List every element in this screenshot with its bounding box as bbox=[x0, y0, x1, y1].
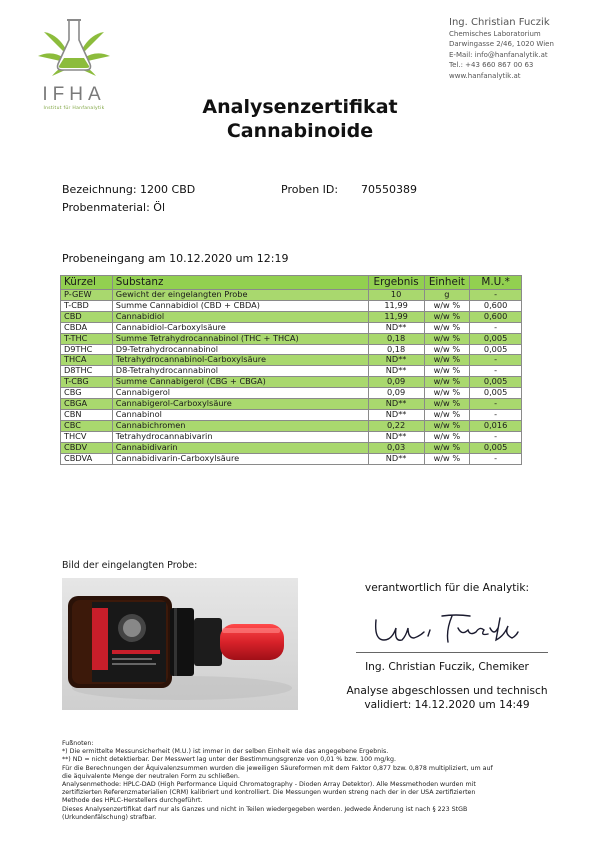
sample-name: Bezeichnung: 1200 CBD bbox=[62, 183, 196, 196]
signature-image bbox=[372, 606, 522, 650]
cell-ergebnis: ND** bbox=[368, 409, 424, 420]
table-row bbox=[61, 366, 522, 377]
cell-kuerzel: CBG bbox=[61, 388, 113, 399]
col-header-einheit: Einheit bbox=[424, 276, 470, 290]
lab-name: Ing. Christian Fuczik bbox=[449, 17, 550, 28]
table-row bbox=[61, 377, 522, 388]
footnote-line: zertifizierten Referenzmaterialien (CRM) kalibriert und kontrolliert. Die Messungen wurden streng nach der in der USA zertifizierten bbox=[62, 789, 476, 797]
table-row bbox=[61, 420, 522, 431]
signature-line bbox=[356, 652, 548, 653]
cell-mu: 0,005 bbox=[470, 442, 522, 453]
cell-substanz: Cannabichromen bbox=[112, 420, 368, 431]
sample-received: Probeneingang am 10.12.2020 um 12:19 bbox=[62, 252, 289, 265]
table-row bbox=[61, 453, 522, 464]
footnote-line: Methode des HPLC-Herstellers durchgeführt. bbox=[62, 797, 203, 805]
lab-phone: Tel.: +43 660 867 00 63 bbox=[449, 61, 534, 70]
cell-kuerzel: CBD bbox=[61, 311, 113, 322]
responsible-heading: verantwortlich für die Analytik: bbox=[364, 582, 530, 594]
footnote-line: Analysenmethode: HPLC-DAD (High Performance Liquid Chromatography - Dioden Array Detektor). Alle Messmethoden wurden mit bbox=[62, 781, 476, 789]
cell-substanz: Cannabigerol-Carboxylsäure bbox=[112, 399, 368, 410]
cell-ergebnis: ND** bbox=[368, 399, 424, 410]
cell-substanz: Tetrahydrocannabivarin bbox=[112, 431, 368, 442]
cell-mu: 0,005 bbox=[470, 344, 522, 355]
cell-mu: - bbox=[470, 322, 522, 333]
cell-substanz: Cannabinol bbox=[112, 409, 368, 420]
table-row bbox=[61, 399, 522, 410]
cell-substanz: Summe Cannabidiol (CBD + CBDA) bbox=[112, 300, 368, 311]
cell-einheit: w/w % bbox=[424, 366, 470, 377]
chemist-name: Ing. Christian Fuczik, Chemiker bbox=[365, 661, 529, 673]
cell-ergebnis: 10 bbox=[368, 290, 424, 301]
cell-kuerzel: THCV bbox=[61, 431, 113, 442]
cell-mu: 0,005 bbox=[470, 377, 522, 388]
cell-substanz: Cannabidivarin bbox=[112, 442, 368, 453]
cell-substanz: Cannabidivarin-Carboxylsäure bbox=[112, 453, 368, 464]
cell-substanz: Summe Tetrahydrocannabinol (THC + THCA) bbox=[112, 333, 368, 344]
footnote-line: *) Die ermittelte Messunsicherheit (M.U.) ist immer in der selben Einheit wie das angegebene Ergebnis. bbox=[62, 748, 389, 756]
footnote-line: **) ND = nicht detektierbar. Der Messwert lag unter der Bestimmungsgrenze von 0,01 % bzw. 100 mg/kg. bbox=[62, 756, 397, 764]
table-row bbox=[61, 322, 522, 333]
lab-line: Darwingasse 2/46, 1020 Wien bbox=[449, 40, 554, 49]
cell-einheit: w/w % bbox=[424, 453, 470, 464]
table-row bbox=[61, 431, 522, 442]
cell-kuerzel: D8THC bbox=[61, 366, 113, 377]
cell-ergebnis: ND** bbox=[368, 322, 424, 333]
table-row bbox=[61, 290, 522, 301]
cell-mu: 0,016 bbox=[470, 420, 522, 431]
cell-kuerzel: CBN bbox=[61, 409, 113, 420]
sample-photo bbox=[62, 578, 298, 710]
cell-mu: 0,005 bbox=[470, 388, 522, 399]
cell-mu: - bbox=[470, 431, 522, 442]
lab-line: Chemisches Laboratorium bbox=[449, 30, 541, 38]
cell-substanz: Cannabidiol-Carboxylsäure bbox=[112, 322, 368, 333]
cell-einheit: g bbox=[424, 290, 470, 301]
col-header-ergebnis: Ergebnis bbox=[368, 276, 424, 290]
photo-caption: Bild der eingelangten Probe: bbox=[62, 560, 198, 571]
cell-ergebnis: 0,18 bbox=[368, 333, 424, 344]
cell-mu: - bbox=[470, 355, 522, 366]
table-row bbox=[61, 442, 522, 453]
cell-substanz: D8-Tetrahydrocannabinol bbox=[112, 366, 368, 377]
document-title bbox=[0, 95, 600, 143]
cell-ergebnis: 0,03 bbox=[368, 442, 424, 453]
validation-line-1: Analyse abgeschlossen und technisch bbox=[346, 685, 548, 697]
cell-kuerzel: T-CBD bbox=[61, 300, 113, 311]
table-header-row bbox=[61, 276, 522, 290]
footnote-line: (Urkundenfälschung) strafbar. bbox=[62, 813, 157, 821]
cell-kuerzel: CBGA bbox=[61, 399, 113, 410]
cell-ergebnis: ND** bbox=[368, 366, 424, 377]
validation-line-2: validiert: 14.12.2020 um 14:49 bbox=[364, 699, 530, 711]
cell-einheit: w/w % bbox=[424, 409, 470, 420]
table-row bbox=[61, 333, 522, 344]
cell-ergebnis: ND** bbox=[368, 453, 424, 464]
cannabis-flask-icon bbox=[34, 14, 114, 84]
cell-ergebnis: 0,22 bbox=[368, 420, 424, 431]
cell-kuerzel: CBDV bbox=[61, 442, 113, 453]
cell-einheit: w/w % bbox=[424, 344, 470, 355]
oil-bottle-image bbox=[62, 578, 298, 710]
cell-einheit: w/w % bbox=[424, 431, 470, 442]
cell-einheit: w/w % bbox=[424, 377, 470, 388]
logo-tagline: Institut für Hanfanalytik bbox=[43, 106, 105, 111]
cell-substanz: D9-Tetrahydrocannabinol bbox=[112, 344, 368, 355]
cell-ergebnis: 0,09 bbox=[368, 388, 424, 399]
lab-website: www.hanfanalytik.at bbox=[449, 71, 521, 80]
cell-mu: - bbox=[470, 290, 522, 301]
cell-einheit: w/w % bbox=[424, 442, 470, 453]
cell-kuerzel: P-GEW bbox=[61, 290, 113, 301]
cell-ergebnis: ND** bbox=[368, 355, 424, 366]
cell-ergebnis: 0,09 bbox=[368, 377, 424, 388]
table-row bbox=[61, 409, 522, 420]
footnote-line: Dieses Analysenzertifikat darf nur als Ganzes und nicht in Teilen wiedergegeben werden. Jedwede Änderung ist nach § 223 StGB bbox=[62, 805, 468, 813]
title-line-2: Cannabinoide bbox=[226, 120, 374, 142]
table-row bbox=[61, 300, 522, 311]
footnotes-heading: Fußnoten: bbox=[62, 740, 94, 747]
table-row bbox=[61, 344, 522, 355]
cell-kuerzel: CBDVA bbox=[61, 453, 113, 464]
cell-kuerzel: T-CBG bbox=[61, 377, 113, 388]
cell-einheit: w/w % bbox=[424, 333, 470, 344]
footnote-line: Für die Berechnungen der Äquivalenzsummen wurden die jeweiligen Säureformen mit dem Faktor 0,877 bzw. 0,878 multipliziert, um auf bbox=[62, 764, 493, 772]
cell-substanz: Cannabidiol bbox=[112, 311, 368, 322]
logo-name: IFHA bbox=[42, 84, 106, 105]
cell-mu: - bbox=[470, 409, 522, 420]
table-row bbox=[61, 355, 522, 366]
footnote-line: die äquivalente Menge der neutralen Form zu schließen. bbox=[62, 772, 240, 780]
table-row bbox=[61, 388, 522, 399]
sample-id-label: Proben ID: bbox=[281, 183, 339, 196]
cell-einheit: w/w % bbox=[424, 300, 470, 311]
table-row bbox=[61, 311, 522, 322]
cell-ergebnis: 11,99 bbox=[368, 300, 424, 311]
cell-mu: - bbox=[470, 366, 522, 377]
footnotes bbox=[62, 740, 562, 822]
cell-mu: 0,600 bbox=[470, 300, 522, 311]
cell-kuerzel: CBDA bbox=[61, 322, 113, 333]
cell-kuerzel: CBC bbox=[61, 420, 113, 431]
cell-kuerzel: T-THC bbox=[61, 333, 113, 344]
cell-substanz: Cannabigerol bbox=[112, 388, 368, 399]
cell-substanz: Tetrahydrocannabinol-Carboxylsäure bbox=[112, 355, 368, 366]
cell-einheit: w/w % bbox=[424, 322, 470, 333]
cell-ergebnis: 11,99 bbox=[368, 311, 424, 322]
results-table bbox=[60, 275, 522, 465]
col-header-substanz: Substanz bbox=[112, 276, 368, 290]
cell-einheit: w/w % bbox=[424, 399, 470, 410]
cell-einheit: w/w % bbox=[424, 311, 470, 322]
col-header-kuerzel: Kürzel bbox=[61, 276, 113, 290]
cell-mu: - bbox=[470, 453, 522, 464]
title-line-1: Analysenzertifikat bbox=[202, 96, 398, 118]
col-header-mu: M.U.* bbox=[470, 276, 522, 290]
lab-email: E-Mail: info@hanfanalytik.at bbox=[449, 50, 548, 59]
cell-substanz: Gewicht der eingelangten Probe bbox=[112, 290, 368, 301]
handwritten-signature bbox=[372, 606, 522, 650]
cell-kuerzel: THCA bbox=[61, 355, 113, 366]
cell-mu: 0,600 bbox=[470, 311, 522, 322]
cell-einheit: w/w % bbox=[424, 420, 470, 431]
cell-ergebnis: ND** bbox=[368, 431, 424, 442]
cell-substanz: Summe Cannabigerol (CBG + CBGA) bbox=[112, 377, 368, 388]
cell-ergebnis: 0,18 bbox=[368, 344, 424, 355]
cell-einheit: w/w % bbox=[424, 388, 470, 399]
lab-address bbox=[449, 16, 554, 81]
cell-mu: 0,005 bbox=[470, 333, 522, 344]
sample-material: Probenmaterial: Öl bbox=[62, 201, 166, 214]
cell-einheit: w/w % bbox=[424, 355, 470, 366]
cell-mu: - bbox=[470, 399, 522, 410]
sample-id-value: 70550389 bbox=[361, 183, 417, 196]
cell-kuerzel: D9THC bbox=[61, 344, 113, 355]
